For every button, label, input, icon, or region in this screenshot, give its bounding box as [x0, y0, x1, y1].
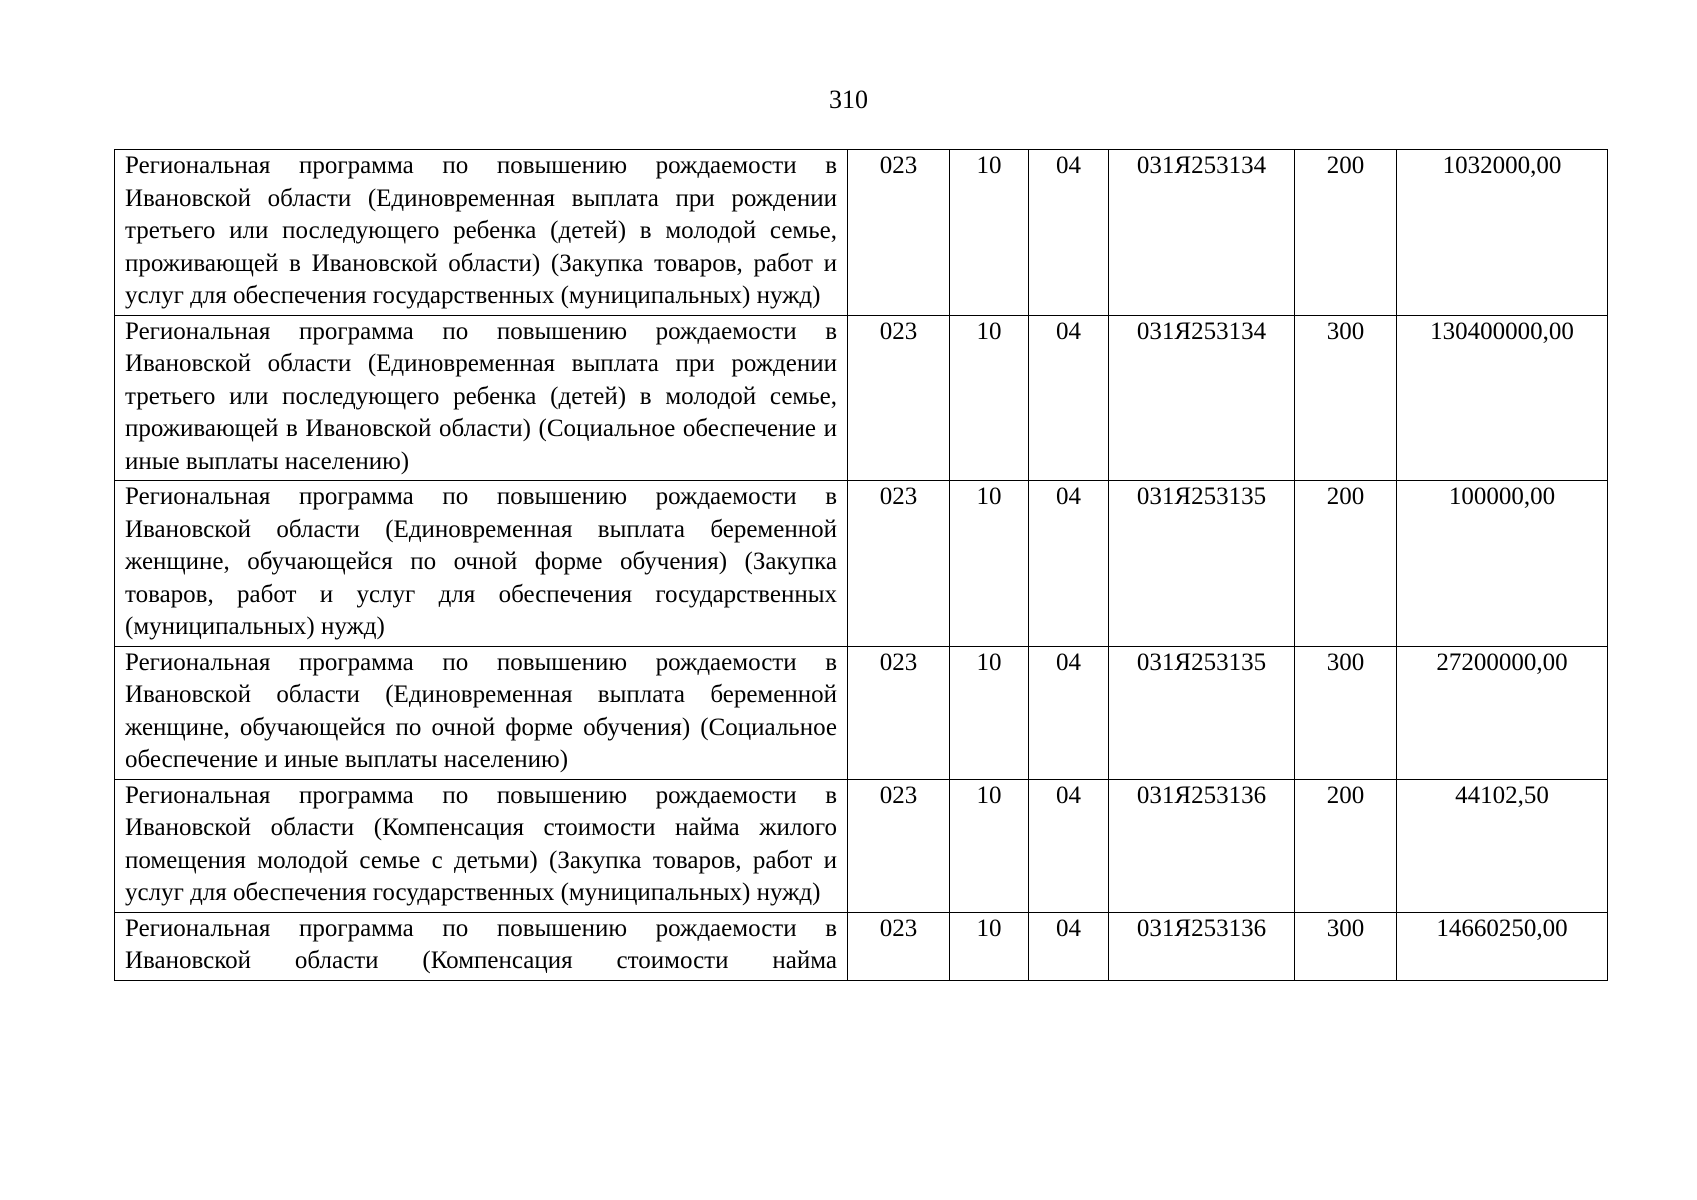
expense-type-code: 300: [1295, 315, 1397, 481]
budget-table: [114, 149, 1608, 981]
ministry-code: 023: [848, 779, 950, 912]
table-row: [115, 481, 1608, 647]
subsection-code: 04: [1029, 481, 1109, 647]
target-article-code: 031Я253136: [1109, 912, 1295, 980]
row-description: Региональная программа по повышению рождаемости в Ивановской области (Единовременная выплата при рождении третьего или последующего ребенка (детей) в молодой семье, проживающей в Ивановской области) (Социальное обеспечение и иные выплаты населению): [115, 315, 848, 481]
section-code: 10: [950, 481, 1029, 647]
target-article-code: 031Я253135: [1109, 646, 1295, 779]
row-description: Региональная программа по повышению рождаемости в Ивановской области (Единовременная выплата беременной женщине, обучающейся по очной форме обучения) (Социальное обеспечение и иные выплаты населению): [115, 646, 848, 779]
table-row: [115, 646, 1608, 779]
page-number: 310: [829, 85, 868, 114]
table-row: [115, 912, 1608, 980]
ministry-code: 023: [848, 315, 950, 481]
subsection-code: 04: [1029, 646, 1109, 779]
subsection-code: 04: [1029, 779, 1109, 912]
section-code: 10: [950, 912, 1029, 980]
expense-type-code: 200: [1295, 481, 1397, 647]
section-code: 10: [950, 646, 1029, 779]
table-row: [115, 779, 1608, 912]
target-article-code: 031Я253135: [1109, 481, 1295, 647]
amount: 27200000,00: [1397, 646, 1608, 779]
section-code: 10: [950, 779, 1029, 912]
amount: 44102,50: [1397, 779, 1608, 912]
amount: 130400000,00: [1397, 315, 1608, 481]
expense-type-code: 300: [1295, 912, 1397, 980]
row-description: Региональная программа по повышению рождаемости в Ивановской области (Компенсация стоимости найма: [115, 912, 848, 980]
table-row: [115, 315, 1608, 481]
amount: 14660250,00: [1397, 912, 1608, 980]
row-description: Региональная программа по повышению рождаемости в Ивановской области (Компенсация стоимости найма жилого помещения молодой семье с детьми) (Закупка товаров, работ и услуг для обеспечения государственных (муниципальных) нужд): [115, 779, 848, 912]
target-article-code: 031Я253134: [1109, 150, 1295, 316]
row-description: Региональная программа по повышению рождаемости в Ивановской области (Единовременная выплата беременной женщине, обучающейся по очной форме обучения) (Закупка товаров, работ и услуг для обеспечения государственных (муниципальных) нужд): [115, 481, 848, 647]
section-code: 10: [950, 150, 1029, 316]
table-row: [115, 150, 1608, 316]
ministry-code: 023: [848, 150, 950, 316]
ministry-code: 023: [848, 912, 950, 980]
subsection-code: 04: [1029, 912, 1109, 980]
ministry-code: 023: [848, 646, 950, 779]
amount: 1032000,00: [1397, 150, 1608, 316]
expense-type-code: 200: [1295, 150, 1397, 316]
target-article-code: 031Я253136: [1109, 779, 1295, 912]
expense-type-code: 200: [1295, 779, 1397, 912]
ministry-code: 023: [848, 481, 950, 647]
row-description: Региональная программа по повышению рождаемости в Ивановской области (Единовременная выплата при рождении третьего или последующего ребенка (детей) в молодой семье, проживающей в Ивановской области) (Закупка товаров, работ и услуг для обеспечения государственных (муниципальных) нужд): [115, 150, 848, 316]
target-article-code: 031Я253134: [1109, 315, 1295, 481]
subsection-code: 04: [1029, 150, 1109, 316]
expense-type-code: 300: [1295, 646, 1397, 779]
subsection-code: 04: [1029, 315, 1109, 481]
amount: 100000,00: [1397, 481, 1608, 647]
section-code: 10: [950, 315, 1029, 481]
